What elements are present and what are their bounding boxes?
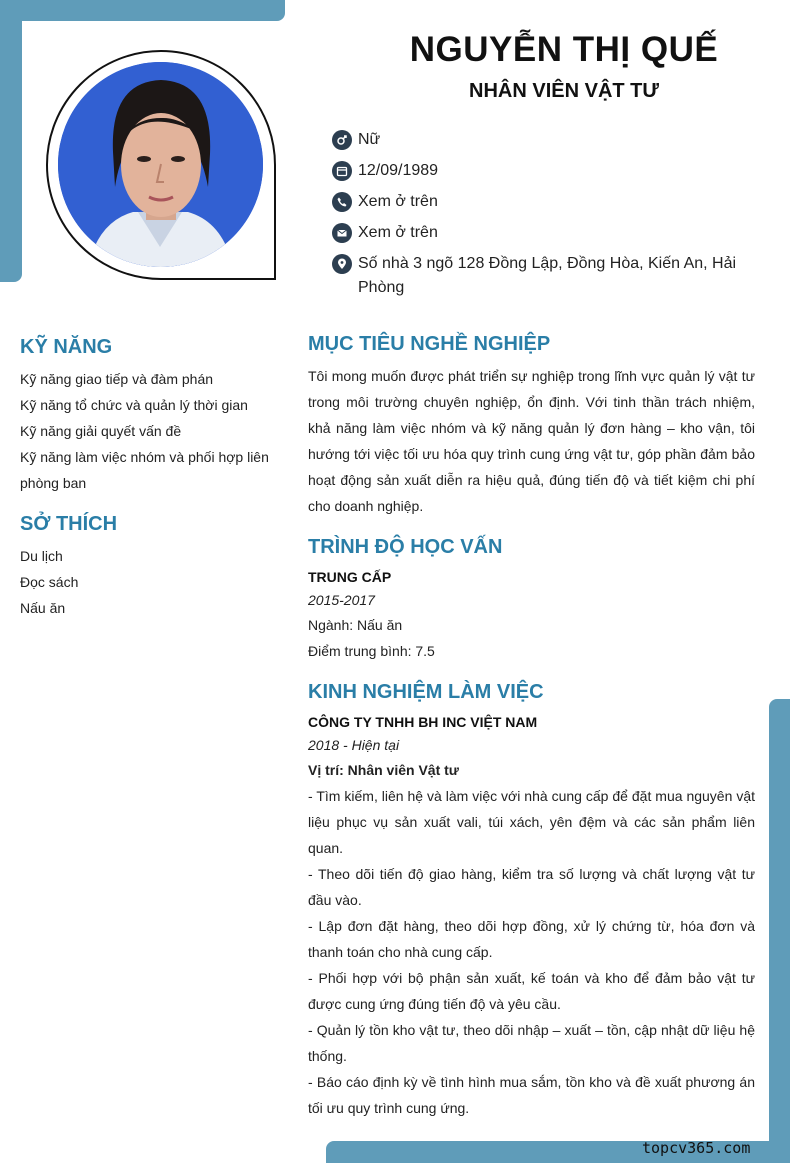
objective-title: MỤC TIÊU NGHỀ NGHIỆP [308,333,551,355]
hobbies-title: SỞ THÍCH [20,513,118,535]
decor-bar-top [0,0,285,21]
right-column [308,331,755,1121]
skill-item: Kỹ năng làm việc nhóm và phối hợp liên phòng ban [20,449,269,491]
decor-bar-right [769,699,790,1163]
hobbies-list [20,543,280,621]
address-text: Số nhà 3 ngõ 128 Đồng Lập, Đồng Hòa, Kiến An, Hải Phòng [358,255,737,296]
education-period: 2015-2017 [308,592,375,608]
calendar-icon [332,161,352,181]
skills-list [20,366,280,496]
objective-text: Tôi mong muốn được phát triển sự nghiệp trong lĩnh vực quản lý vật tư trong môi trường chuyên nghiệp, ổn định. Với tinh thần trách nhiệm, khả năng làm việc nhóm và kỹ năng quản lý đơn hàng – kho vận, tôi hướng tới việc tối ưu hóa quy trình cung ứng vật tư, góp phần đảm bảo hoạt động sản xuất diễn ra hiệu quả, đúng tiến độ và tiết kiệm chi phí cho doanh nghiệp. [308,368,755,514]
contact-email [332,223,752,245]
duty-item: - Phối hợp với bộ phận sản xuất, kế toán và kho để đảm bảo vật tư được cung ứng đúng tiến độ và yêu cầu. [308,970,755,1012]
email-text: Xem ở trên [358,224,438,241]
skill-item: Kỹ năng giải quyết vấn đề [20,423,182,439]
hobby-item: Du lịch [20,548,63,564]
job-title: NHÂN VIÊN VẬT TƯ [469,80,659,102]
education-major: Ngành: Nấu ăn [308,617,403,633]
hobbies-section [20,511,280,621]
gender-text: Nữ [358,131,381,148]
site-watermark: topcv365.com [642,1139,751,1157]
left-column [20,334,280,621]
objective-section [308,331,755,519]
birthday-text: 12/09/1989 [358,162,439,179]
duty-item: - Báo cáo định kỳ về tình hình mua sắm, tồn kho và đề xuất phương án tối ưu quy trình cung ứng. [308,1074,755,1116]
education-level: TRUNG CẤP [308,569,392,585]
education-gpa: Điểm trung bình: 7.5 [308,643,435,659]
candidate-name: NGUYỄN THỊ QUẾ [409,30,719,69]
skill-item: Kỹ năng tổ chức và quản lý thời gian [20,397,248,413]
duty-item: - Theo dõi tiến độ giao hàng, kiểm tra số lượng và chất lượng vật tư đầu vào. [308,866,755,908]
skill-item: Kỹ năng giao tiếp và đàm phán [20,371,214,387]
contact-phone [332,192,752,214]
education-section [308,534,755,664]
experience-company: CÔNG TY TNHH BH INC VIỆT NAM [308,714,538,730]
contact-gender [332,130,752,152]
decor-bar-left [0,0,22,282]
contact-list [332,130,752,309]
phone-text: Xem ở trên [358,193,438,210]
experience-position [308,757,755,783]
skills-title: KỸ NĂNG [20,336,113,358]
experience-section [308,679,755,1121]
duty-item: - Lập đơn đặt hàng, theo dõi hợp đồng, xử lý chứng từ, hóa đơn và thanh toán cho nhà cung cấp. [308,918,755,960]
email-icon [332,223,352,243]
duty-item: - Quản lý tồn kho vật tư, theo dõi nhập – xuất – tồn, cập nhật dữ liệu hệ thống. [308,1022,755,1064]
phone-icon [332,192,352,212]
gender-icon [332,130,352,150]
hobby-item: Nấu ăn [20,600,66,616]
hobby-item: Đọc sách [20,574,79,590]
contact-address [332,254,752,300]
experience-period: 2018 - Hiện tại [308,737,400,753]
duty-item: - Tìm kiếm, liên hệ và làm việc với nhà cung cấp để đặt mua nguyên vật liệu phục vụ sản xuất vali, túi xách, yên đệm và các sản phẩm liên quan. [308,788,755,856]
avatar [58,62,263,267]
position-text: Vị trí: Nhân viên Vật tư [308,762,459,778]
contact-birthday [332,161,752,183]
experience-title: KINH NGHIỆM LÀM VIỆC [308,681,544,703]
location-pin-icon [332,254,352,274]
education-title: TRÌNH ĐỘ HỌC VẤN [308,536,503,558]
skills-section [20,334,280,496]
